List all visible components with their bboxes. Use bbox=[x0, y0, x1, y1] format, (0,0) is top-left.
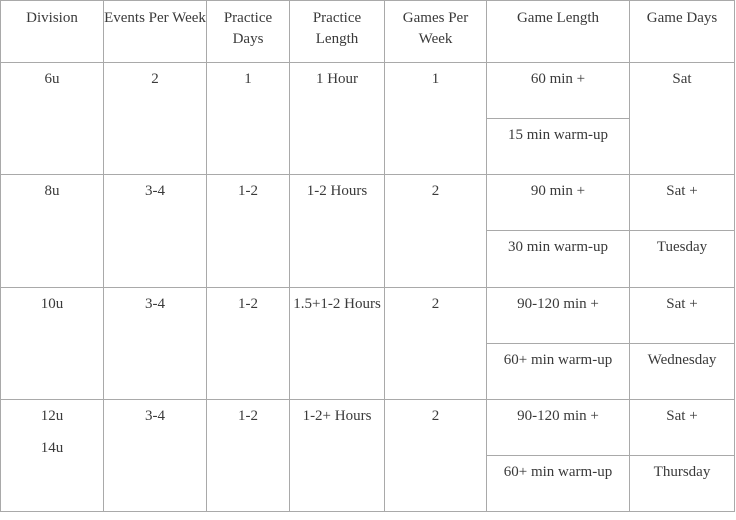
cell-weekday: Thursday bbox=[630, 455, 735, 511]
cell-game-length: 90-120 min + bbox=[487, 287, 630, 343]
cell-events: 3-4 bbox=[104, 399, 207, 511]
header-events-per-week: Events Per Week bbox=[104, 1, 207, 63]
cell-games: 2 bbox=[385, 399, 487, 511]
cell-events: 2 bbox=[104, 63, 207, 175]
cell-division: 10u bbox=[1, 287, 104, 399]
cell-games: 1 bbox=[385, 63, 487, 175]
cell-weekday: Tuesday bbox=[630, 231, 735, 287]
cell-warm-up: 60+ min warm-up bbox=[487, 455, 630, 511]
cell-game-day: Sat + bbox=[630, 399, 735, 455]
cell-game-length: 60 min + bbox=[487, 63, 630, 119]
cell-warm-up: 60+ min warm-up bbox=[487, 343, 630, 399]
cell-events: 3-4 bbox=[104, 175, 207, 287]
cell-practice-days: 1-2 bbox=[207, 287, 290, 399]
table-row bbox=[1, 287, 735, 343]
cell-weekday: Wednesday bbox=[630, 343, 735, 399]
cell-division: 12u 14u bbox=[1, 399, 104, 511]
cell-game-day: Sat + bbox=[630, 287, 735, 343]
header-division: Division bbox=[1, 1, 104, 63]
cell-games: 2 bbox=[385, 175, 487, 287]
cell-game-length: 90-120 min + bbox=[487, 399, 630, 455]
cell-division: 6u bbox=[1, 63, 104, 175]
cell-practice-days: 1-2 bbox=[207, 399, 290, 511]
cell-division: 8u bbox=[1, 175, 104, 287]
cell-warm-up: 30 min warm-up bbox=[487, 231, 630, 287]
cell-game-day: Sat + bbox=[630, 175, 735, 231]
cell-games: 2 bbox=[385, 287, 487, 399]
cell-warm-up: 15 min warm-up bbox=[487, 119, 630, 175]
header-practice-days: Practice Days bbox=[207, 1, 290, 63]
cell-practice-length: 1-2 Hours bbox=[290, 175, 385, 287]
cell-game-days: Sat bbox=[630, 63, 735, 175]
header-practice-length: Practice Length bbox=[290, 1, 385, 63]
header-games-per-week: Games Per Week bbox=[385, 1, 487, 63]
cell-practice-days: 1 bbox=[207, 63, 290, 175]
header-row bbox=[1, 1, 735, 63]
cell-events: 3-4 bbox=[104, 287, 207, 399]
cell-game-length: 90 min + bbox=[487, 175, 630, 231]
cell-practice-length: 1 Hour bbox=[290, 63, 385, 175]
cell-practice-length: 1.5+1-2 Hours bbox=[290, 287, 385, 399]
cell-practice-length: 1-2+ Hours bbox=[290, 399, 385, 511]
header-game-length: Game Length bbox=[487, 1, 630, 63]
table-row bbox=[1, 399, 735, 455]
table-row bbox=[1, 175, 735, 231]
cell-practice-days: 1-2 bbox=[207, 175, 290, 287]
header-game-days: Game Days bbox=[630, 1, 735, 63]
table-row bbox=[1, 63, 735, 119]
